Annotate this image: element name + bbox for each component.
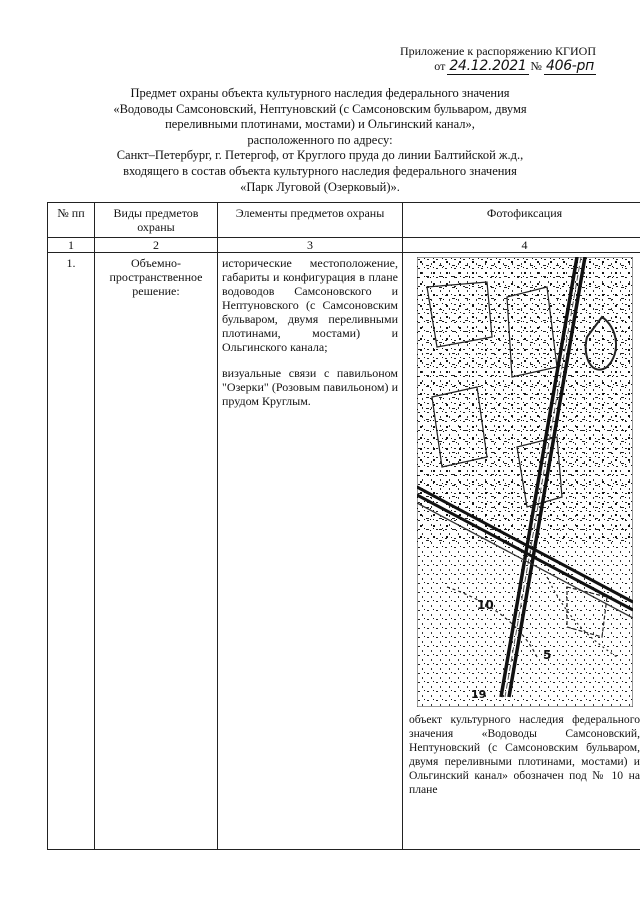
header-photo: Фотофиксация xyxy=(403,203,640,238)
heading-line: переливными плотинами, мостами) и Ольгинский канал», xyxy=(165,117,475,132)
column-number: 3 xyxy=(218,238,403,253)
heading-line: Санкт–Петербург, г. Петергоф, от Круглого пруда до линии Балтийской ж.д., xyxy=(116,148,524,163)
map-label-5: 5 xyxy=(542,648,551,662)
heading-line: «Водоводы Самсоновский, Нептуновский (с Самсоновским бульваром, двумя xyxy=(113,101,527,116)
column-number: 1 xyxy=(48,238,95,253)
document-heading xyxy=(80,86,560,195)
elements-paragraph: исторические местоположение, габариты и конфигурация в плане водоводов Самсоновского и Нептуновского (с Самсоновским бульваром, двумя переливными плотинами, мостами) и Ольгинского канала; xyxy=(222,256,398,354)
protection-table xyxy=(47,202,640,850)
appendix-reference xyxy=(336,44,596,75)
column-number: 2 xyxy=(95,238,218,253)
table-header-row xyxy=(48,203,640,238)
map-label-10: 10 xyxy=(476,598,494,612)
order-date-prefix: от xyxy=(434,59,446,73)
order-number-sign: № xyxy=(530,59,542,73)
appendix-title: Приложение к распоряжению КГИОП xyxy=(399,44,596,58)
heading-line: Предмет охраны объекта культурного наследия федерального значения xyxy=(130,86,510,100)
row-photo xyxy=(403,253,640,850)
order-line xyxy=(336,59,596,75)
heading-line: расположенного по адресу: xyxy=(247,132,393,147)
plan-map-image xyxy=(417,257,633,707)
photo-caption: объект культурного наследия федерального значения «Водоводы Самсоновский, Нептуновский (с Самсоновским бульваром, двумя переливными плотинами, мостами) и Ольгинский канал» обозначен под № 10 на плане xyxy=(409,713,640,796)
heading-line: входящего в состав объекта культурного наследия федерального значения xyxy=(123,163,517,178)
map-label-19: 19 xyxy=(470,688,486,701)
header-number: № пп xyxy=(48,203,95,238)
elements-paragraph: визуальные связи с павильоном "Озерки" (Розовым павильоном) и прудом Круглым. xyxy=(222,366,398,408)
order-date: 24.12.2021 xyxy=(449,58,527,74)
table-row xyxy=(48,253,640,850)
table-numbering-row xyxy=(48,238,640,253)
header-kind: Виды предметов охраны xyxy=(95,203,218,238)
row-index: 1. xyxy=(48,253,95,850)
header-elements: Элементы предметов охраны xyxy=(218,203,403,238)
order-number: 406-рп xyxy=(545,58,594,74)
heading-line: «Парк Луговой (Озерковый)». xyxy=(240,179,400,194)
row-kind: Объемно-пространственное решение: xyxy=(95,253,218,850)
row-elements xyxy=(218,253,403,850)
column-number: 4 xyxy=(403,238,640,253)
